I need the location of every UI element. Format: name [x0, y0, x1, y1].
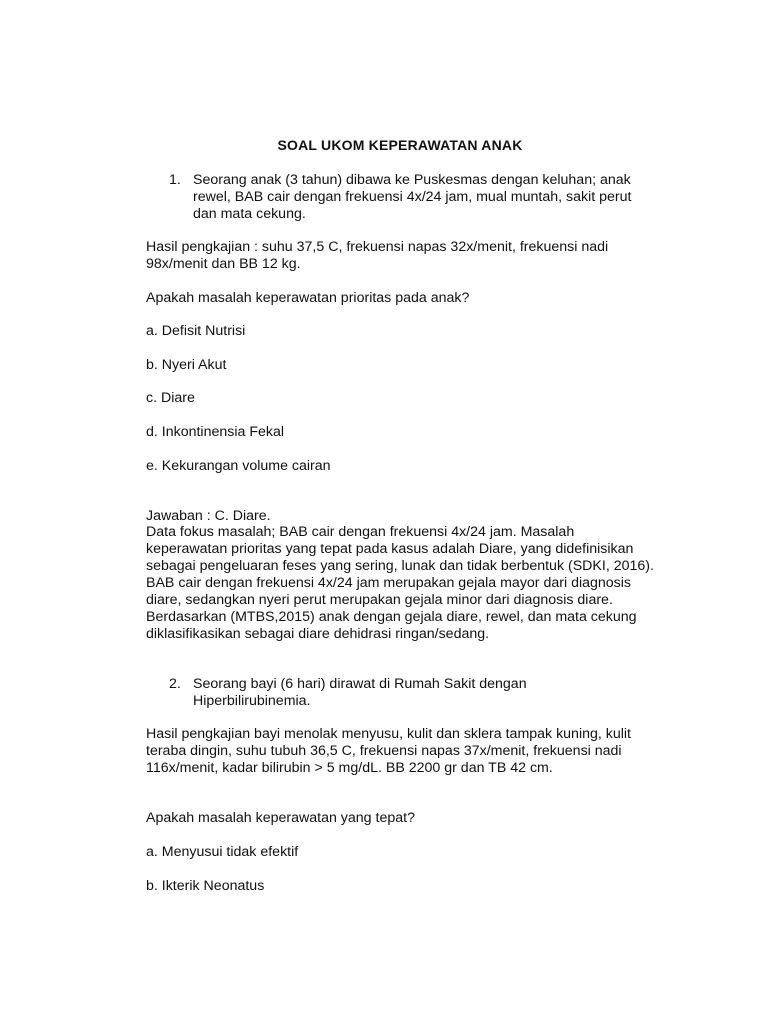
question-1-answer: Jawaban : C. Diare.	[146, 508, 271, 524]
question-2-assessment: Hasil pengkajian bayi menolak menyusu, kulit dan sklera tampak kuning, kulit teraba dingin, suhu tubuh 36,5 C, frekuensi napas 37x/menit, frekuensi nadi 116x/menit, kadar bilirubin > 5 mg/dL. BB 2200 gr dan TB 42 cm.	[146, 726, 631, 776]
question-1-assessment: Hasil pengkajian : suhu 37,5 C, frekuensi napas 32x/menit, frekuensi nadi 98x/menit dan BB 12 kg.	[146, 239, 609, 272]
question-1-number: 1.	[169, 172, 181, 188]
question-2-option-b: b. Ikterik Neonatus	[146, 878, 265, 894]
question-2-prompt: Apakah masalah keperawatan yang tepat?	[146, 810, 415, 826]
question-1-text: Seorang anak (3 tahun) dibawa ke Puskesmas dengan keluhan; anak rewel, BAB cair dengan frekuensi 4x/24 jam, mual muntah, sakit perut dan mata cekung.	[193, 172, 632, 222]
question-2-number: 2.	[169, 676, 181, 692]
question-1-explanation: Data fokus masalah; BAB cair dengan frekuensi 4x/24 jam. Masalah keperawatan prioritas yang tepat pada kasus adalah Diare, yang didefinisikan sebagai pengeluaran feses yang sering, lunak dan tidak berbentuk (SDKI, 2016). BAB cair dengan frekuensi 4x/24 jam merupakan gejala mayor dari diagnosis diare, sedangkan nyeri perut merupakan gejala minor dari diagnosis diare. Berdasarkan (MTBS,2015) anak dengan gejala diare, rewel, dan mata cekung diklasifikasikan sebagai diare dehidrasi ringan/sedang.	[146, 524, 654, 642]
question-1-option-c: c. Diare	[146, 390, 195, 406]
question-1-option-a: a. Defisit Nutrisi	[146, 323, 246, 339]
question-1-option-e: e. Kekurangan volume cairan	[146, 458, 331, 474]
question-2-option-a: a. Menyusui tidak efektif	[146, 844, 299, 860]
question-2-text: Seorang bayi (6 hari) dirawat di Rumah Sakit dengan Hiperbilirubinemia.	[193, 676, 527, 709]
document-title: SOAL UKOM KEPERAWATAN ANAK	[277, 137, 523, 153]
question-1-option-b: b. Nyeri Akut	[146, 357, 227, 373]
question-1-option-d: d. Inkontinensia Fekal	[146, 424, 285, 440]
question-1-prompt: Apakah masalah keperawatan prioritas pada anak?	[146, 290, 470, 306]
